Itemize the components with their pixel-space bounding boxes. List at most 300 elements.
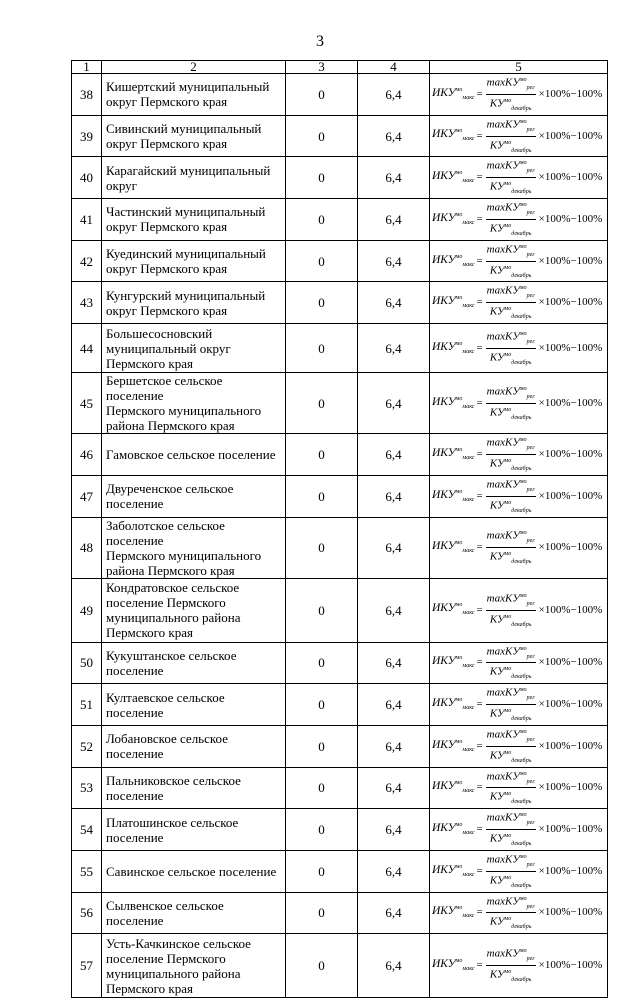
row-number: 53 bbox=[72, 767, 102, 809]
column-4-value: 6,4 bbox=[358, 767, 430, 809]
formula-fraction bbox=[486, 726, 536, 767]
row-number: 52 bbox=[72, 725, 102, 767]
row-number: 42 bbox=[72, 240, 102, 282]
column-3-value: 0 bbox=[286, 115, 358, 157]
formula-numerator: maxKУ$^{мо}_{рег}$ bbox=[486, 726, 536, 747]
formula-fraction bbox=[486, 383, 536, 424]
formula-fraction bbox=[486, 684, 536, 725]
column-4-value: 6,4 bbox=[358, 373, 430, 434]
formula-equals: = bbox=[476, 212, 483, 225]
row-number: 43 bbox=[72, 282, 102, 324]
municipality-name-line: района Пермского края bbox=[106, 418, 235, 434]
formula bbox=[432, 434, 607, 475]
formula-denominator: $КУ^{мо}_{декабрь}$ bbox=[489, 457, 532, 472]
column-header-4: 4 bbox=[358, 61, 430, 74]
municipality-name-line: округ Пермского края bbox=[106, 261, 228, 277]
column-4-value: 6,4 bbox=[358, 642, 430, 684]
formula-denominator: $КУ^{мо}_{декабрь}$ bbox=[489, 613, 532, 628]
municipality-name-line: Большесосновский bbox=[106, 325, 213, 341]
row-number: 47 bbox=[72, 475, 102, 517]
formula bbox=[432, 476, 607, 517]
municipality-name bbox=[102, 373, 286, 434]
formula-tail: ×100%−100% bbox=[538, 171, 603, 184]
municipality-name-line: муниципального района bbox=[106, 965, 241, 981]
formula-equals: = bbox=[476, 87, 483, 100]
municipality-name-line: Карагайский муниципальный bbox=[106, 162, 271, 178]
municipality-name bbox=[102, 684, 286, 726]
formula bbox=[432, 590, 607, 631]
row-number: 40 bbox=[72, 157, 102, 199]
formula-denominator: $КУ^{мо}_{декабрь}$ bbox=[489, 874, 532, 889]
table-row bbox=[72, 850, 608, 892]
municipality-name-line: Пермского края bbox=[106, 355, 193, 371]
formula-numerator: maxKУ$^{мо}_{рег}$ bbox=[486, 116, 536, 137]
formula-fraction bbox=[486, 893, 536, 934]
row-number: 54 bbox=[72, 809, 102, 851]
municipality-name-line: поселение bbox=[106, 787, 164, 803]
formula bbox=[432, 282, 607, 323]
formula-cell bbox=[430, 578, 608, 642]
municipality-name bbox=[102, 434, 286, 476]
formula-denominator: $КУ^{мо}_{декабрь}$ bbox=[489, 916, 532, 931]
formula-fraction bbox=[486, 476, 536, 517]
municipality-name bbox=[102, 934, 286, 998]
column-4-value: 6,4 bbox=[358, 74, 430, 116]
formula-equals: = bbox=[476, 864, 483, 877]
formula-tail: ×100%−100% bbox=[538, 781, 603, 794]
municipality-name-line: Сылвенское сельское поселение bbox=[106, 897, 224, 928]
formula bbox=[432, 328, 607, 369]
data-table bbox=[71, 60, 608, 998]
formula-equals: = bbox=[476, 739, 483, 752]
municipality-name bbox=[102, 767, 286, 809]
municipality-name bbox=[102, 725, 286, 767]
municipality-name-line: муниципального района bbox=[106, 610, 241, 625]
column-header-3: 3 bbox=[286, 61, 358, 74]
formula-cell bbox=[430, 373, 608, 434]
formula-cell bbox=[430, 240, 608, 282]
column-3-value: 0 bbox=[286, 157, 358, 199]
table-row bbox=[72, 240, 608, 282]
table-row bbox=[72, 684, 608, 726]
formula-denominator: $КУ^{мо}_{декабрь}$ bbox=[489, 139, 532, 154]
formula-tail: ×100%−100% bbox=[538, 864, 603, 877]
formula-equals: = bbox=[476, 541, 483, 553]
formula-numerator: maxKУ$^{мо}_{рег}$ bbox=[486, 476, 536, 497]
municipality-name bbox=[102, 74, 286, 116]
formula-cell bbox=[430, 767, 608, 809]
table-row bbox=[72, 157, 608, 199]
municipality-name-line: Сивинский муниципальный bbox=[106, 121, 262, 137]
formula bbox=[432, 809, 607, 850]
formula-lhs: $ИКУ^{мо}_{макс}$ bbox=[432, 696, 475, 712]
municipality-name-line: поселение Пермского bbox=[106, 950, 226, 966]
formula-lhs: $ИКУ^{мо}_{макс}$ bbox=[432, 86, 475, 101]
column-3-value: 0 bbox=[286, 809, 358, 851]
formula-cell bbox=[430, 725, 608, 767]
formula-equals: = bbox=[476, 341, 483, 354]
column-4-value: 6,4 bbox=[358, 809, 430, 851]
table-row bbox=[72, 199, 608, 241]
municipality-name-line: округ Пермского края bbox=[106, 94, 228, 110]
column-4-value: 6,4 bbox=[358, 324, 430, 373]
municipality-name-line: поселение bbox=[106, 662, 164, 678]
formula-fraction bbox=[486, 74, 536, 115]
formula-denominator: $КУ^{мо}_{декабрь}$ bbox=[489, 264, 532, 279]
formula-cell bbox=[430, 199, 608, 241]
formula-cell bbox=[430, 642, 608, 684]
table-row bbox=[72, 767, 608, 809]
municipality-name-line: поселение bbox=[106, 746, 164, 762]
formula-numerator: maxKУ$^{мо}_{рег}$ bbox=[486, 643, 536, 664]
formula-fraction bbox=[486, 768, 536, 809]
formula-cell bbox=[430, 892, 608, 934]
row-number: 57 bbox=[72, 934, 102, 998]
column-4-value: 6,4 bbox=[358, 199, 430, 241]
table-row bbox=[72, 282, 608, 324]
formula-lhs: $ИКУ^{мо}_{макс}$ bbox=[432, 169, 475, 185]
formula-lhs: $ИКУ^{мо}_{макс}$ bbox=[432, 395, 475, 410]
column-4-value: 6,4 bbox=[358, 934, 430, 998]
formula-numerator: maxKУ$^{мо}_{рег}$ bbox=[486, 527, 536, 548]
formula-fraction bbox=[486, 851, 536, 892]
table-row bbox=[72, 578, 608, 642]
row-number: 48 bbox=[72, 517, 102, 578]
table-row bbox=[72, 115, 608, 157]
formula-numerator: maxKУ$^{мо}_{рег}$ bbox=[486, 893, 536, 914]
municipality-name-line: округ bbox=[106, 177, 137, 193]
column-4-value: 6,4 bbox=[358, 157, 430, 199]
row-number: 51 bbox=[72, 684, 102, 726]
row-number: 38 bbox=[72, 74, 102, 116]
column-3-value: 0 bbox=[286, 434, 358, 476]
municipality-name-line: Пальниковское сельское bbox=[106, 772, 241, 788]
municipality-name-line: округ Пермского края bbox=[106, 136, 228, 152]
municipality-name-line: Кукуштанское сельское bbox=[106, 647, 237, 663]
formula-equals: = bbox=[476, 823, 483, 836]
formula-denominator: $КУ^{мо}_{декабрь}$ bbox=[489, 791, 532, 806]
formula-tail: ×100%−100% bbox=[538, 396, 603, 409]
page-number: 3 bbox=[316, 33, 324, 50]
formula-denominator: $КУ^{мо}_{декабрь}$ bbox=[489, 666, 532, 681]
formula-numerator: maxKУ$^{мо}_{рег}$ bbox=[486, 590, 536, 611]
municipality-name-line: Пермского края bbox=[106, 625, 193, 640]
municipality-name-line: Заболотское сельское поселение bbox=[106, 517, 225, 548]
municipality-name-line: поселение bbox=[106, 829, 164, 845]
column-3-value: 0 bbox=[286, 850, 358, 892]
formula-lhs: $ИКУ^{мо}_{макс}$ bbox=[432, 958, 475, 973]
municipality-name bbox=[102, 157, 286, 199]
municipality-name-line: Пермского муниципального bbox=[106, 547, 262, 563]
municipality-name bbox=[102, 809, 286, 851]
municipality-name-line: Пермского муниципального bbox=[106, 403, 262, 419]
column-3-value: 0 bbox=[286, 578, 358, 642]
row-number: 55 bbox=[72, 850, 102, 892]
municipality-name bbox=[102, 240, 286, 282]
formula-equals: = bbox=[476, 447, 483, 460]
column-3-value: 0 bbox=[286, 475, 358, 517]
formula-lhs: $ИКУ^{мо}_{макс}$ bbox=[432, 655, 475, 670]
table-row bbox=[72, 642, 608, 684]
column-3-value: 0 bbox=[286, 517, 358, 578]
table-row bbox=[72, 725, 608, 767]
formula bbox=[432, 851, 607, 892]
table-row bbox=[72, 74, 608, 116]
municipality-name-line: Пермского края bbox=[106, 980, 193, 996]
formula-numerator: maxKУ$^{мо}_{рег}$ bbox=[486, 945, 536, 966]
formula-cell bbox=[430, 324, 608, 373]
formula-lhs: $ИКУ^{мо}_{макс}$ bbox=[432, 211, 475, 226]
municipality-name bbox=[102, 892, 286, 934]
formula bbox=[432, 643, 607, 684]
column-4-value: 6,4 bbox=[358, 475, 430, 517]
formula-lhs: $ИКУ^{мо}_{макс}$ bbox=[432, 780, 475, 795]
column-3-value: 0 bbox=[286, 767, 358, 809]
formula-numerator: maxKУ$^{мо}_{рег}$ bbox=[486, 434, 536, 455]
formula-cell bbox=[430, 74, 608, 116]
formula-equals: = bbox=[476, 906, 483, 919]
formula-numerator: maxKУ$^{мо}_{рег}$ bbox=[486, 809, 536, 830]
formula-numerator: maxKУ$^{мо}_{рег}$ bbox=[486, 199, 536, 220]
formula bbox=[432, 74, 607, 115]
formula-fraction bbox=[486, 434, 536, 475]
column-3-value: 0 bbox=[286, 892, 358, 934]
row-number: 56 bbox=[72, 892, 102, 934]
formula-lhs: $ИКУ^{мо}_{макс}$ bbox=[432, 340, 475, 355]
formula-tail: ×100%−100% bbox=[538, 341, 603, 354]
formula-tail: ×100%−100% bbox=[538, 959, 603, 972]
municipality-name bbox=[102, 115, 286, 157]
formula bbox=[432, 527, 607, 568]
formula-fraction bbox=[486, 157, 536, 198]
row-number: 39 bbox=[72, 115, 102, 157]
table-row bbox=[72, 434, 608, 476]
formula-cell bbox=[430, 157, 608, 199]
formula-denominator: $КУ^{мо}_{декабрь}$ bbox=[489, 550, 532, 565]
column-4-value: 6,4 bbox=[358, 115, 430, 157]
municipality-name bbox=[102, 324, 286, 373]
formula bbox=[432, 157, 607, 198]
formula-lhs: $ИКУ^{мо}_{макс}$ bbox=[432, 863, 475, 878]
formula-denominator: $КУ^{мо}_{декабрь}$ bbox=[489, 222, 532, 237]
municipality-name-line: Кишертский муниципальный bbox=[106, 79, 270, 95]
formula-tail: ×100%−100% bbox=[538, 489, 603, 502]
formula-fraction bbox=[486, 116, 536, 157]
formula-fraction bbox=[486, 945, 536, 986]
table-row bbox=[72, 475, 608, 517]
column-3-value: 0 bbox=[286, 199, 358, 241]
formula-tail: ×100%−100% bbox=[538, 656, 603, 669]
formula-cell bbox=[430, 850, 608, 892]
formula-lhs: $ИКУ^{мо}_{макс}$ bbox=[432, 738, 475, 753]
formula bbox=[432, 684, 607, 725]
table-row bbox=[72, 517, 608, 578]
formula bbox=[432, 893, 607, 934]
formula-tail: ×100%−100% bbox=[538, 906, 603, 919]
row-number: 41 bbox=[72, 199, 102, 241]
municipality-name bbox=[102, 475, 286, 517]
column-3-value: 0 bbox=[286, 373, 358, 434]
formula-denominator: $КУ^{мо}_{декабрь}$ bbox=[489, 707, 532, 722]
formula-tail: ×100%−100% bbox=[538, 129, 603, 142]
formula-lhs: $ИКУ^{мо}_{макс}$ bbox=[432, 602, 475, 617]
column-3-value: 0 bbox=[286, 934, 358, 998]
formula-tail: ×100%−100% bbox=[538, 296, 603, 309]
row-number: 44 bbox=[72, 324, 102, 373]
formula bbox=[432, 241, 607, 282]
formula-tail: ×100%−100% bbox=[538, 254, 603, 267]
table-row bbox=[72, 809, 608, 851]
formula-numerator: maxKУ$^{мо}_{рег}$ bbox=[486, 851, 536, 872]
row-number: 49 bbox=[72, 578, 102, 642]
column-header-5: 5 bbox=[430, 61, 608, 74]
column-4-value: 6,4 bbox=[358, 892, 430, 934]
municipality-name-line: поселение Пермского bbox=[106, 595, 226, 610]
municipality-name-line: поселение bbox=[106, 496, 164, 512]
formula-denominator: $КУ^{мо}_{декабрь}$ bbox=[489, 499, 532, 514]
formula-numerator: maxKУ$^{мо}_{рег}$ bbox=[486, 328, 536, 349]
formula-tail: ×100%−100% bbox=[538, 212, 603, 225]
column-3-value: 0 bbox=[286, 240, 358, 282]
formula-tail: ×100%−100% bbox=[538, 739, 603, 752]
column-3-value: 0 bbox=[286, 324, 358, 373]
formula-equals: = bbox=[476, 656, 483, 669]
municipality-name-line: Платошинское сельское bbox=[106, 814, 239, 830]
formula-cell bbox=[430, 517, 608, 578]
row-number: 46 bbox=[72, 434, 102, 476]
formula-lhs: $ИКУ^{мо}_{макс}$ bbox=[432, 253, 475, 268]
column-3-value: 0 bbox=[286, 74, 358, 116]
formula-cell bbox=[430, 934, 608, 998]
municipality-name-line: поселение bbox=[106, 704, 164, 720]
formula-equals: = bbox=[476, 603, 483, 616]
municipality-name-line: Бершетское сельское поселение bbox=[106, 373, 223, 404]
formula-lhs: $ИКУ^{мо}_{макс}$ bbox=[432, 905, 475, 920]
formula-cell bbox=[430, 282, 608, 324]
table-row bbox=[72, 934, 608, 998]
formula-tail: ×100%−100% bbox=[538, 541, 603, 553]
formula-fraction bbox=[486, 328, 536, 369]
formula-equals: = bbox=[476, 296, 483, 309]
formula bbox=[432, 199, 607, 240]
formula-fraction bbox=[486, 809, 536, 850]
formula-denominator: $КУ^{мо}_{декабрь}$ bbox=[489, 749, 532, 764]
formula-numerator: maxKУ$^{мо}_{рег}$ bbox=[486, 74, 536, 95]
formula-denominator: $КУ^{мо}_{декабрь}$ bbox=[489, 305, 532, 321]
formula-tail: ×100%−100% bbox=[538, 698, 603, 711]
formula-equals: = bbox=[476, 781, 483, 794]
municipality-name bbox=[102, 850, 286, 892]
formula-cell bbox=[430, 475, 608, 517]
formula-denominator: $КУ^{мо}_{декабрь}$ bbox=[489, 406, 532, 421]
municipality-name-line: Усть-Качкинское сельское bbox=[106, 935, 251, 951]
formula-denominator: $КУ^{мо}_{декабрь}$ bbox=[489, 97, 532, 112]
municipality-name-line: Кондратовское сельское bbox=[106, 580, 240, 595]
municipality-name-line: района Пермского края bbox=[106, 562, 235, 578]
municipality-name-line: округ Пермского края bbox=[106, 302, 228, 318]
formula-cell bbox=[430, 809, 608, 851]
formula-numerator: maxKУ$^{мо}_{рег}$ bbox=[486, 383, 536, 404]
header-row bbox=[72, 61, 608, 74]
formula bbox=[432, 116, 607, 157]
formula-equals: = bbox=[476, 698, 483, 711]
municipality-name bbox=[102, 642, 286, 684]
formula-tail: ×100%−100% bbox=[538, 87, 603, 100]
municipality-name-line: Куединский муниципальный bbox=[106, 246, 266, 262]
column-header-2: 2 bbox=[102, 61, 286, 74]
municipality-name bbox=[102, 517, 286, 578]
municipality-name-line: муниципальный округ bbox=[106, 340, 231, 356]
row-number: 50 bbox=[72, 642, 102, 684]
formula-fraction bbox=[486, 527, 536, 568]
formula-cell bbox=[430, 684, 608, 726]
formula-fraction bbox=[486, 241, 536, 282]
formula-cell bbox=[430, 434, 608, 476]
column-3-value: 0 bbox=[286, 725, 358, 767]
formula-lhs: $ИКУ^{мо}_{макс}$ bbox=[432, 539, 475, 555]
municipality-name bbox=[102, 199, 286, 241]
formula-tail: ×100%−100% bbox=[538, 823, 603, 836]
municipality-name-line: округ Пермского края bbox=[106, 219, 228, 235]
formula-lhs: $ИКУ^{мо}_{макс}$ bbox=[432, 488, 475, 503]
column-4-value: 6,4 bbox=[358, 282, 430, 324]
column-header-1: 1 bbox=[72, 61, 102, 74]
formula-fraction bbox=[486, 282, 536, 323]
formula-denominator: $КУ^{мо}_{декабрь}$ bbox=[489, 351, 532, 366]
formula-lhs: $ИКУ^{мо}_{макс}$ bbox=[432, 446, 475, 462]
formula-tail: ×100%−100% bbox=[538, 447, 603, 460]
column-3-value: 0 bbox=[286, 282, 358, 324]
municipality-name-line: Кунгурский муниципальный bbox=[106, 287, 266, 303]
formula-numerator: maxKУ$^{мо}_{рег}$ bbox=[486, 768, 536, 789]
municipality-name-line: Лобановское сельское bbox=[106, 731, 228, 747]
formula-denominator: $КУ^{мо}_{декабрь}$ bbox=[489, 180, 532, 196]
formula-equals: = bbox=[476, 171, 483, 184]
formula-denominator: $КУ^{мо}_{декабрь}$ bbox=[489, 968, 532, 984]
formula-fraction bbox=[486, 643, 536, 684]
column-4-value: 6,4 bbox=[358, 725, 430, 767]
column-3-value: 0 bbox=[286, 642, 358, 684]
formula-equals: = bbox=[476, 959, 483, 972]
formula-cell bbox=[430, 115, 608, 157]
column-4-value: 6,4 bbox=[358, 684, 430, 726]
municipality-name bbox=[102, 578, 286, 642]
formula-lhs: $ИКУ^{мо}_{макс}$ bbox=[432, 821, 475, 837]
formula-lhs: $ИКУ^{мо}_{макс}$ bbox=[432, 295, 475, 310]
formula-denominator: $КУ^{мо}_{декабрь}$ bbox=[489, 832, 532, 847]
table-row bbox=[72, 373, 608, 434]
formula-fraction bbox=[486, 590, 536, 631]
formula-fraction bbox=[486, 199, 536, 240]
formula-numerator: maxKУ$^{мо}_{рег}$ bbox=[486, 684, 536, 705]
column-3-value: 0 bbox=[286, 684, 358, 726]
formula bbox=[432, 383, 607, 424]
municipality-name-line: Двуреченское сельское bbox=[106, 481, 234, 497]
table-row bbox=[72, 324, 608, 373]
formula-equals: = bbox=[476, 254, 483, 267]
formula bbox=[432, 768, 607, 809]
municipality-name-line: Култаевское сельское bbox=[106, 689, 225, 705]
formula-equals: = bbox=[476, 396, 483, 409]
column-4-value: 6,4 bbox=[358, 517, 430, 578]
column-4-value: 6,4 bbox=[358, 434, 430, 476]
municipality-name bbox=[102, 282, 286, 324]
formula-lhs: $ИКУ^{мо}_{макс}$ bbox=[432, 128, 475, 143]
table-row bbox=[72, 892, 608, 934]
column-4-value: 6,4 bbox=[358, 240, 430, 282]
formula-numerator: maxKУ$^{мо}_{рег}$ bbox=[486, 282, 536, 303]
row-number: 45 bbox=[72, 373, 102, 434]
